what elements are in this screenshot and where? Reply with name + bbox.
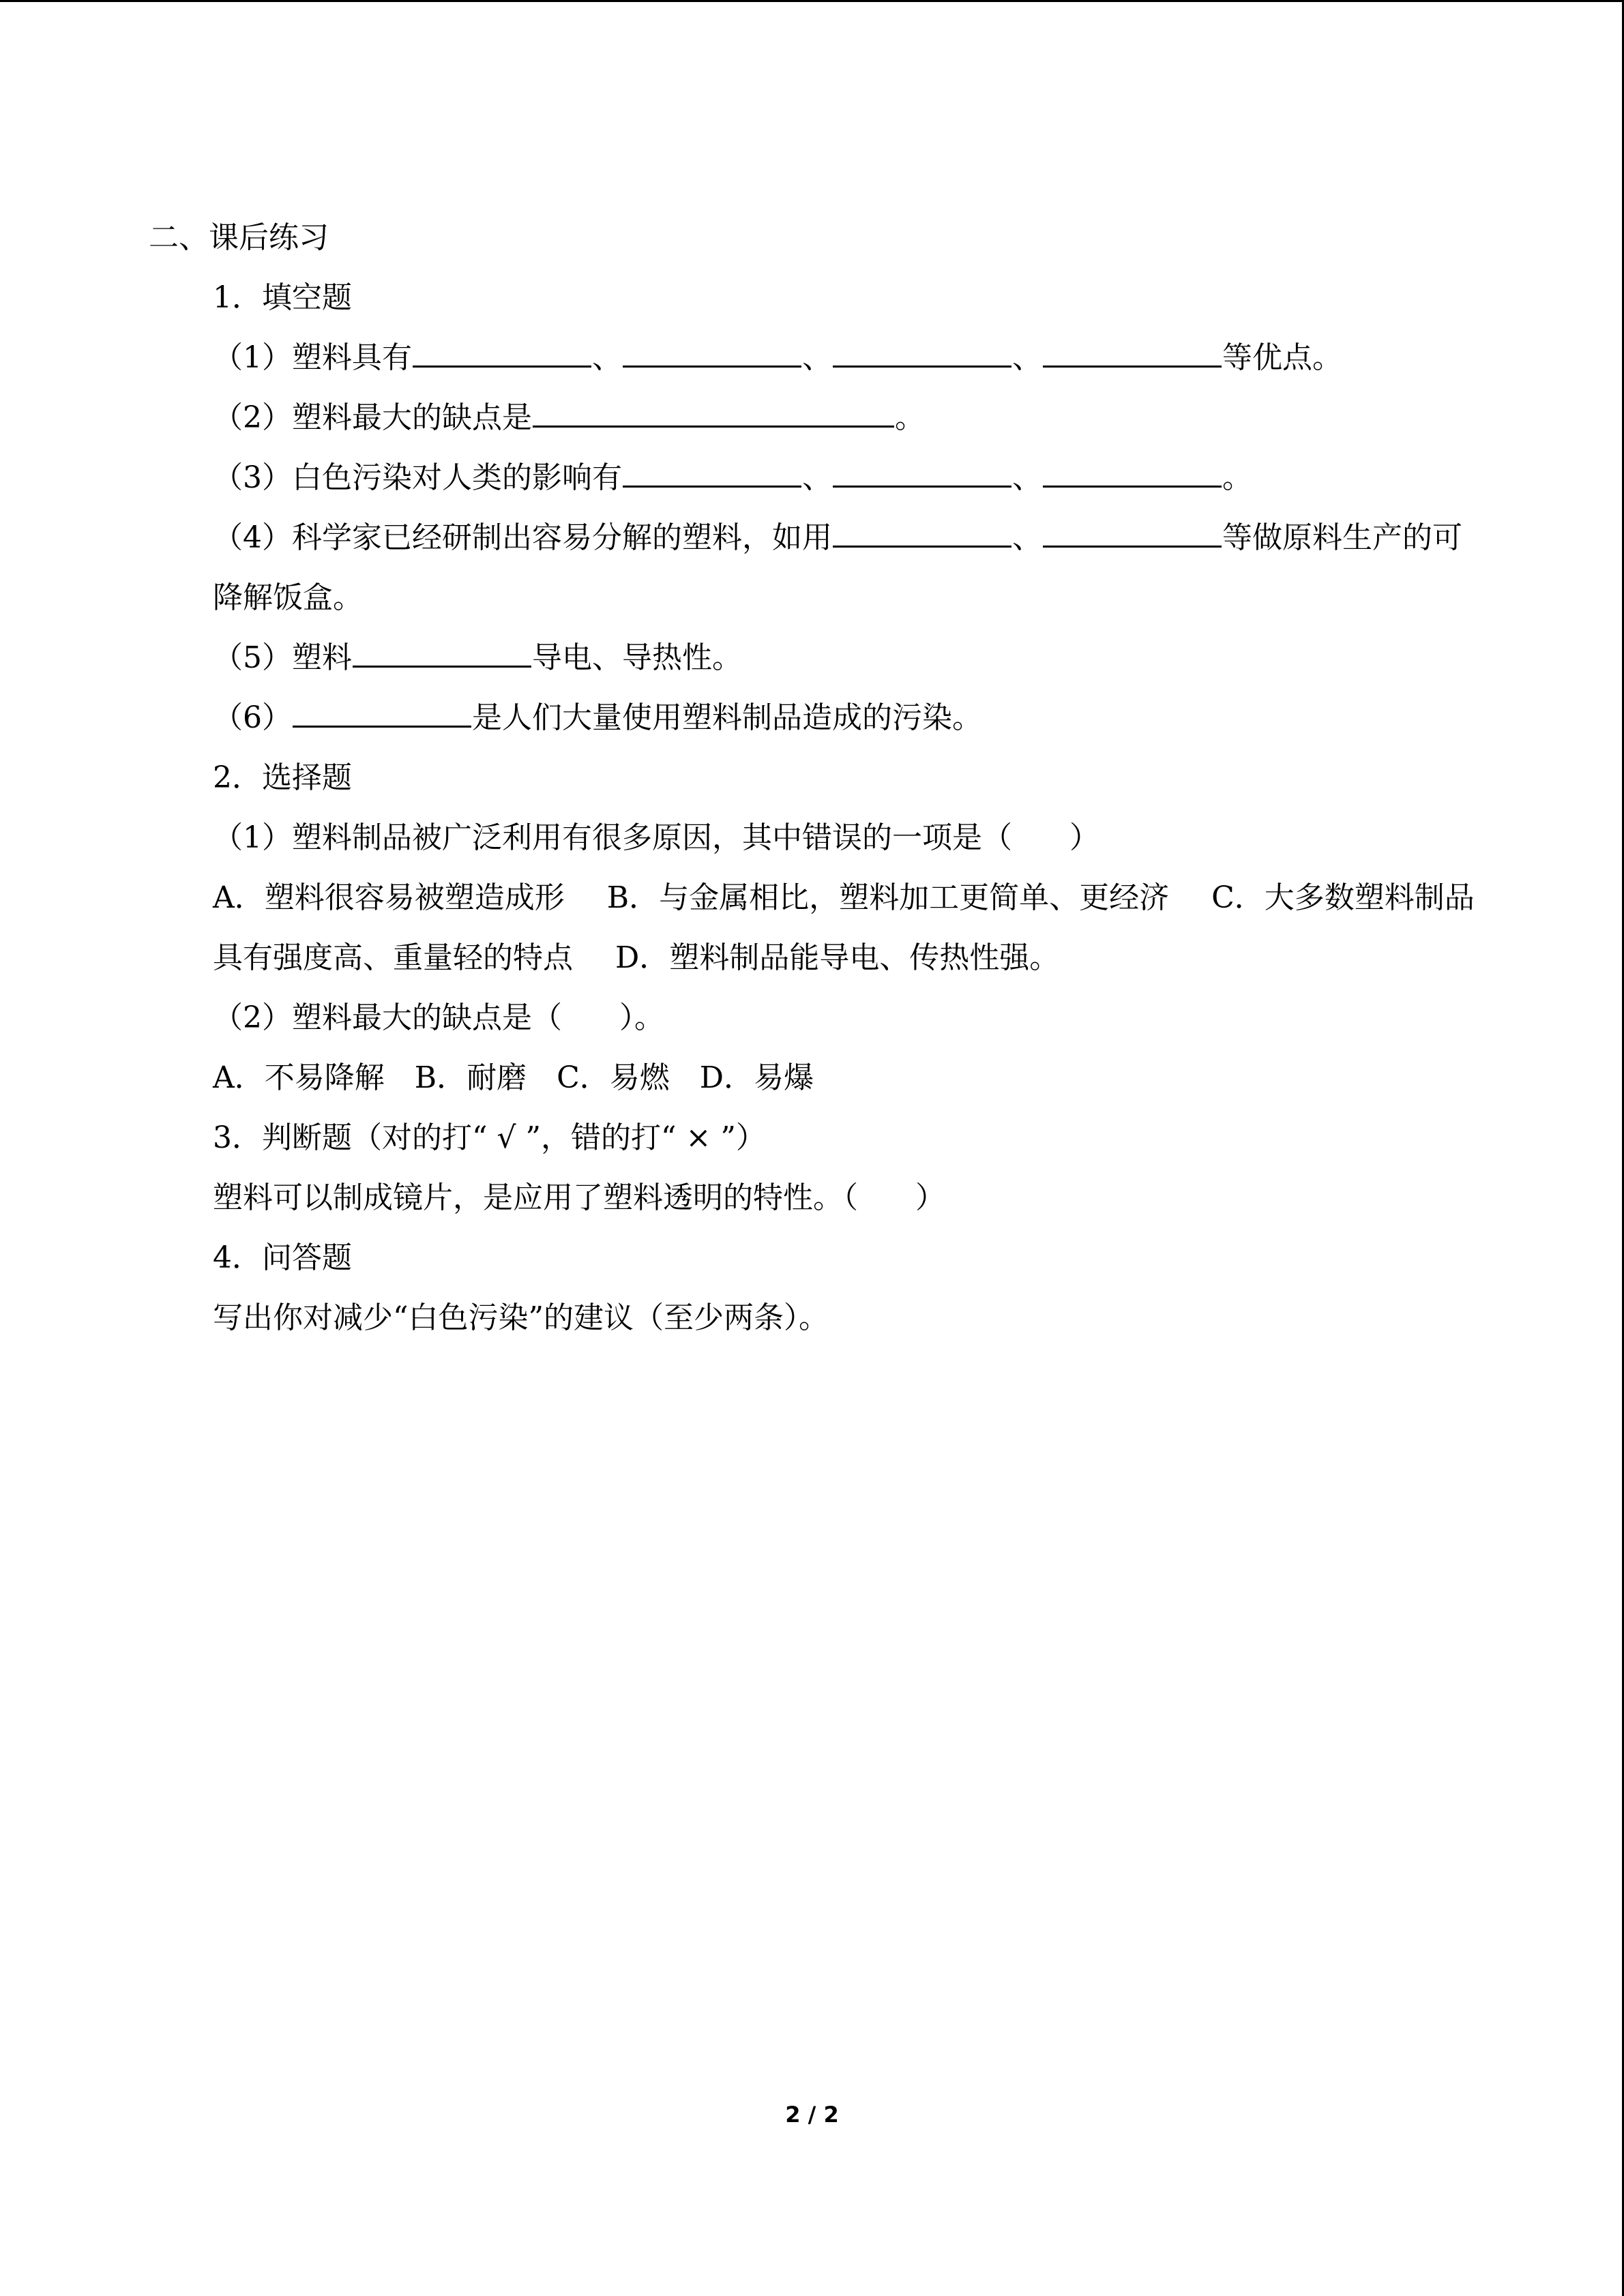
worksheet-body bbox=[149, 208, 1479, 1348]
answer-blank[interactable] bbox=[293, 698, 471, 728]
option-b[interactable]: B．耐磨 bbox=[414, 1060, 527, 1095]
answer-blank[interactable] bbox=[833, 338, 1012, 368]
answer-blank[interactable] bbox=[833, 518, 1012, 548]
answer-blank[interactable] bbox=[623, 338, 801, 368]
answer-blank[interactable] bbox=[1043, 518, 1222, 548]
section-title: 二、课后练习 bbox=[149, 220, 329, 255]
option-a[interactable]: A．不易降解 bbox=[213, 1060, 385, 1095]
choice-question-1: （1）塑料制品被广泛利用有很多原因，其中错误的一项是（ ） bbox=[213, 820, 1099, 855]
answer-blank[interactable] bbox=[413, 338, 591, 368]
question-text: （2）塑料最大的缺点是 bbox=[213, 400, 532, 435]
answer-blank[interactable] bbox=[353, 638, 531, 668]
fill-question-5: （5）塑料 导电、导热性。 bbox=[149, 628, 1479, 688]
fill-question-1: （1）塑料具有 、 、 、 等优点。 bbox=[149, 328, 1479, 388]
answer-blank[interactable] bbox=[1043, 338, 1222, 368]
question-text: （6） bbox=[213, 700, 292, 735]
fill-question-2: （2）塑料最大的缺点是 。 bbox=[149, 388, 1479, 448]
question-text: （3）白色污染对人类的影响有 bbox=[213, 460, 622, 495]
choice-question-2-options bbox=[149, 1048, 1479, 1108]
qa-question-1: 写出你对减少“白色污染”的建议（至少两条）。 bbox=[213, 1300, 829, 1335]
answer-blank[interactable] bbox=[533, 398, 894, 428]
option-c[interactable]: C．大多数塑料制品具有强度高、重量轻的特点 bbox=[213, 880, 1475, 975]
option-a[interactable]: A．塑料很容易被塑造成形 bbox=[213, 880, 565, 915]
fill-blank-heading: 1．填空题 bbox=[213, 280, 352, 315]
question-text: （1）塑料制品被广泛利用有很多原因，其中错误的一项是（ bbox=[213, 820, 1012, 855]
judge-question-1: 塑料可以制成镜片，是应用了塑料透明的特性。（ ） bbox=[213, 1180, 945, 1215]
question-text: （1）塑料具有 bbox=[213, 340, 412, 375]
fill-question-4: （4）科学家已经研制出容易分解的塑料，如用 、 等做原料生产的可降解饭盒。 bbox=[149, 508, 1479, 628]
choice-question-2: （2）塑料最大的缺点是（ ）。 bbox=[213, 1000, 664, 1035]
option-b[interactable]: B．与金属相比，塑料加工更简单、更经济 bbox=[606, 880, 1170, 915]
answer-blank[interactable] bbox=[833, 458, 1012, 488]
answer-blank[interactable] bbox=[623, 458, 801, 488]
option-d[interactable]: D．塑料制品能导电、传热性强。 bbox=[615, 940, 1060, 975]
answer-blank[interactable] bbox=[1043, 458, 1222, 488]
option-c[interactable]: C．易燃 bbox=[557, 1060, 670, 1095]
question-text: （4）科学家已经研制出容易分解的塑料，如用 bbox=[213, 520, 832, 555]
choice-heading: 2．选择题 bbox=[213, 760, 352, 795]
question-text: （5）塑料 bbox=[213, 640, 352, 675]
judge-heading: 3．判断题（对的打“ √ ”，错的打“ × ”） bbox=[213, 1120, 766, 1155]
question-text: 塑料可以制成镜片，是应用了塑料透明的特性。（ bbox=[213, 1180, 858, 1215]
option-d[interactable]: D．易爆 bbox=[699, 1060, 814, 1095]
fill-question-6: （6） 是人们大量使用塑料制品造成的污染。 bbox=[149, 688, 1479, 748]
page-number: 2 / 2 bbox=[785, 2102, 839, 2128]
choice-question-1-options bbox=[149, 868, 1479, 988]
question-text: （2）塑料最大的缺点是（ bbox=[213, 1000, 562, 1035]
qa-heading: 4．问答题 bbox=[213, 1240, 352, 1275]
fill-question-3: （3）白色污染对人类的影响有 、 、 。 bbox=[149, 448, 1479, 508]
